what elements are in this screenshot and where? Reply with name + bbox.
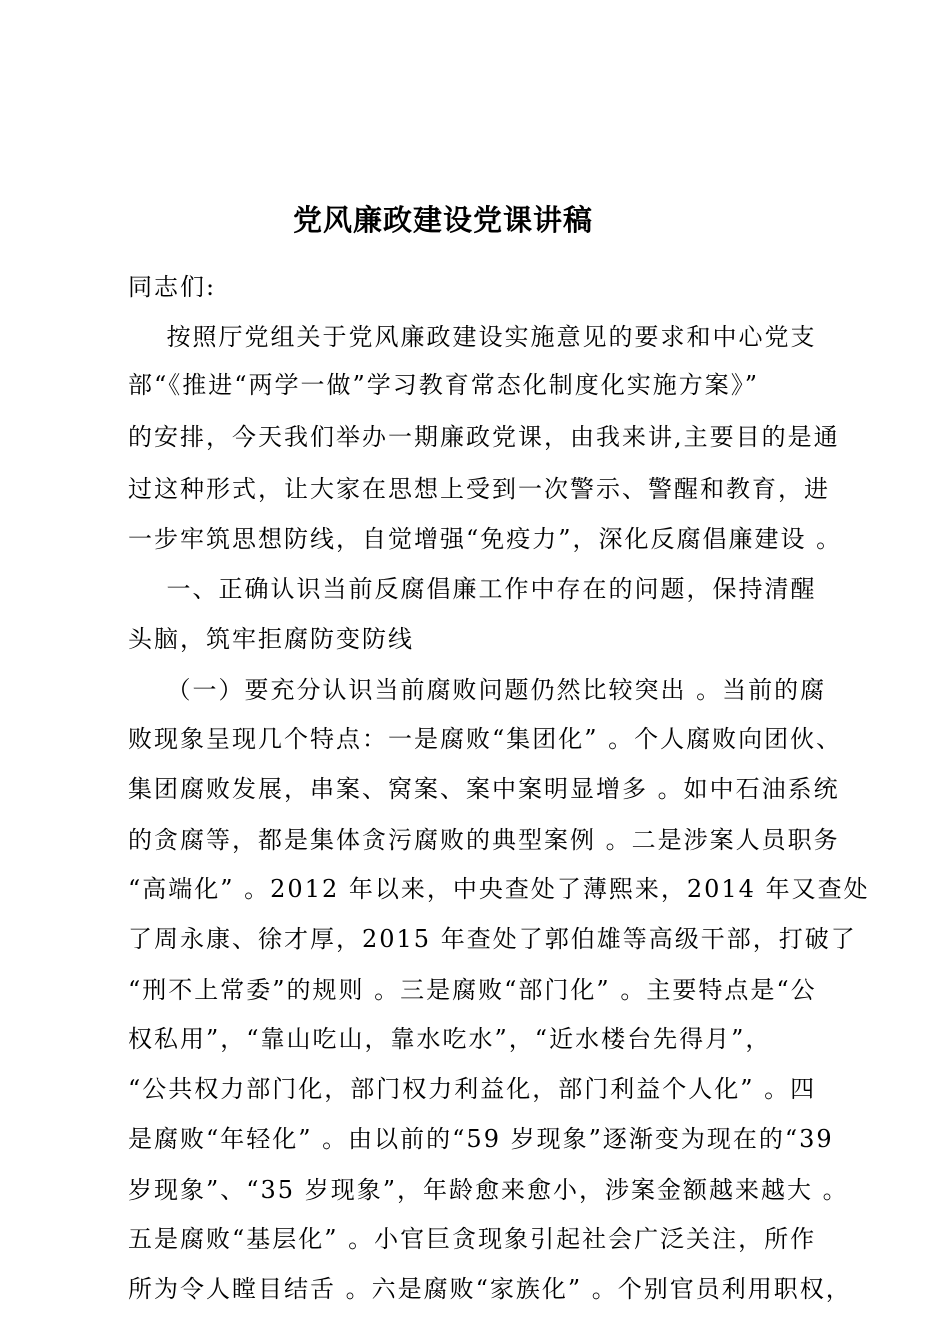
body-line: 是腐败“年轻化” 。由以前的“59 岁现象”逐渐变为现在的“39 [128,1125,834,1153]
body-line: 所为令人瞠目结舌 。六是腐败“家族化” 。个别官员利用职权， [128,1275,852,1303]
body-line: 过这种形式，让大家在思想上受到一次警示、警醒和教育，进 [128,475,830,503]
section-heading: 一、正确认识当前反腐倡廉工作中存在的问题，保持清醒 [128,575,817,603]
body-line: 的安排，今天我们举办一期廉政党课，由我来讲,主要目的是通 [128,423,840,451]
body-line: “刑不上常委”的规则 。三是腐败“部门化” 。主要特点是“公 [128,976,817,1004]
body-line: 岁现象”、“35 岁现象”，年龄愈来愈小，涉案金额越来越大 。 [128,1176,849,1204]
body-line: 了周永康、徐才厚，2015 年查处了郭伯雄等高级干部，打破了 [128,925,857,953]
body-line: （一）要充分认识当前腐败问题仍然比较突出 。当前的腐 [128,676,827,704]
body-line: 败现象呈现几个特点：一是腐败“集团化” 。个人腐败向团伙、 [128,725,843,753]
body-line: 五是腐败“基层化” 。小官巨贪现象引起社会广泛关注，所作 [128,1225,817,1253]
body-line: 同志们: [128,273,217,301]
document-title: 党风廉政建设党课讲稿 [292,203,593,237]
body-line: 部“《推进“两学一做”学习教育常态化制度化实施方案》” [128,371,760,399]
body-line: “高端化” 。2012 年以来，中央查处了薄熙来，2014 年又查处 [128,875,870,903]
section-heading: 头脑，筑牢拒腐防变防线 [128,625,414,653]
body-line: 的贪腐等，都是集体贪污腐败的典型案例 。二是涉案人员职务 [128,826,840,854]
body-line: “公共权力部门化，部门权力利益化，部门利益个人化” 。四 [128,1075,817,1103]
body-line: 权私用”，“靠山吃山，靠水吃水”，“近水楼台先得月”， [128,1025,772,1053]
body-line: 一步牢筑思想防线，自觉增强“免疫力”，深化反腐倡廉建设 。 [128,525,843,553]
body-line: 集团腐败发展，串案、窝案、案中案明显增多 。如中石油系统 [128,775,840,803]
body-line: 按照厅党组关于党风廉政建设实施意见的要求和中心党支 [128,323,817,351]
